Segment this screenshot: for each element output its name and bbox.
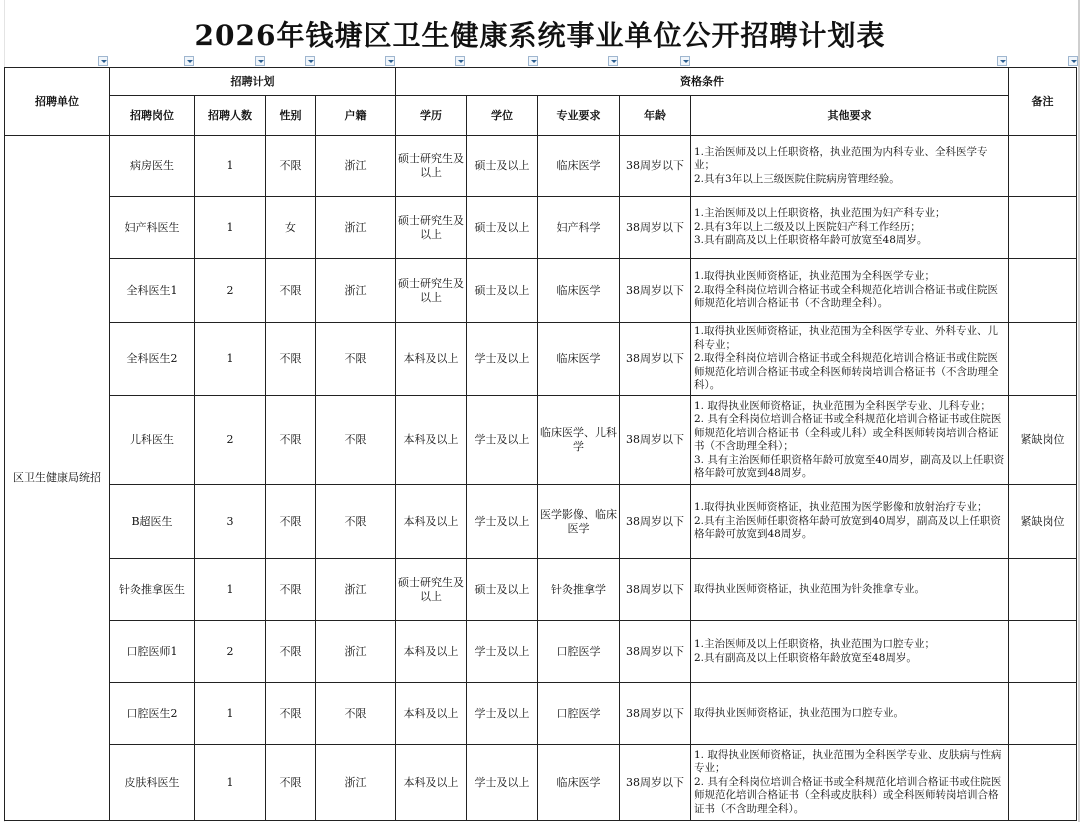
major-cell: 针灸推拿学 <box>538 559 620 621</box>
filter-dropdown-icon[interactable] <box>680 56 690 66</box>
header-count: 招聘人数 <box>195 96 266 136</box>
major-cell: 医学影像、临床医学 <box>538 485 620 559</box>
requirement-line: 1.主治医师及以上任职资格，执业范围为内科专业、全科医学专业； <box>694 145 988 172</box>
remark-cell <box>1009 136 1077 197</box>
remark-cell <box>1009 621 1077 683</box>
remark-cell <box>1009 683 1077 745</box>
degree-cell: 硕士及以上 <box>467 136 538 197</box>
header-row-1 <box>5 68 1077 96</box>
gender-cell: 不限 <box>266 621 316 683</box>
age-cell: 38周岁以下 <box>620 683 691 745</box>
header-education: 学历 <box>396 96 467 136</box>
position-cell: B超医生 <box>110 485 195 559</box>
requirement-line: 2.具有3年以上三级医院住院病房管理经验。 <box>694 172 900 185</box>
position-cell: 妇产科医生 <box>110 197 195 259</box>
education-cell: 本科及以上 <box>396 396 467 485</box>
major-cell: 妇产科学 <box>538 197 620 259</box>
degree-cell: 学士及以上 <box>467 396 538 485</box>
age-cell: 38周岁以下 <box>620 323 691 396</box>
header-plan: 招聘计划 <box>110 68 396 96</box>
table-row <box>5 683 1077 745</box>
requirement-line: 取得执业医师资格证，执业范围为针灸推拿专业。 <box>694 582 925 595</box>
position-cell: 口腔医师1 <box>110 621 195 683</box>
gender-cell: 不限 <box>266 323 316 396</box>
gender-cell: 不限 <box>266 136 316 197</box>
age-cell: 38周岁以下 <box>620 197 691 259</box>
requirement-line: 2.具有副高及以上任职资格年龄放宽至48周岁。 <box>694 651 917 664</box>
major-cell: 口腔医学 <box>538 683 620 745</box>
table-row <box>5 485 1077 559</box>
remark-cell <box>1009 259 1077 323</box>
position-cell: 儿科医生 <box>110 396 195 485</box>
count-cell: 1 <box>195 136 266 197</box>
gender-cell: 不限 <box>266 396 316 485</box>
requirement-line: 2.取得全科岗位培训合格证书或全科规范化培训合格证书或住院医师规范化培训合格证书或全科医师转岗培训合格证书（不含助理全科）。 <box>694 352 999 392</box>
hukou-cell: 浙江 <box>316 259 396 323</box>
education-cell: 本科及以上 <box>396 485 467 559</box>
requirement-line: 2. 具有全科岗位培训合格证书或全科规范化培训合格证书或住院医师规范化培训合格证书（全科或皮肤科）或全科医师转岗培训合格证书（不含助理全科）。 <box>694 775 1002 815</box>
filter-dropdown-icon[interactable] <box>255 56 265 66</box>
degree-cell: 硕士及以上 <box>467 559 538 621</box>
header-major: 专业要求 <box>538 96 620 136</box>
other-requirements-cell <box>691 136 1009 197</box>
hukou-cell: 不限 <box>316 485 396 559</box>
filter-dropdown-icon[interactable] <box>98 56 108 66</box>
degree-cell: 学士及以上 <box>467 485 538 559</box>
requirement-line: 取得执业医师资格证，执业范围为口腔专业。 <box>694 706 904 719</box>
remark-cell <box>1009 197 1077 259</box>
hukou-cell: 不限 <box>316 683 396 745</box>
age-cell: 38周岁以下 <box>620 396 691 485</box>
count-cell: 1 <box>195 197 266 259</box>
gender-cell: 女 <box>266 197 316 259</box>
education-cell: 本科及以上 <box>396 621 467 683</box>
age-cell: 38周岁以下 <box>620 136 691 197</box>
count-cell: 2 <box>195 621 266 683</box>
position-cell: 口腔医生2 <box>110 683 195 745</box>
other-requirements-cell <box>691 683 1009 745</box>
remark-cell <box>1009 745 1077 821</box>
page-title: 2026年钱塘区卫生健康系统事业单位公开招聘计划表 <box>194 19 886 52</box>
requirement-line: 1.取得执业医师资格证，执业范围为全科医学专业、外科专业、儿科专业； <box>694 325 999 351</box>
requirement-line: 3. 具有主治医师任职资格年龄可放宽至40周岁，副高及以上任职资格年龄可放宽到48周岁。 <box>694 453 1005 479</box>
header-qualification: 资格条件 <box>396 68 1009 96</box>
hukou-cell: 浙江 <box>316 197 396 259</box>
degree-cell: 学士及以上 <box>467 745 538 821</box>
requirement-line: 2. 具有全科岗位培训合格证书或全科规范化培训合格证书或住院医师规范化培训合格证书（全科或儿科）或全科医师转岗培训合格证书（不含助理全科）； <box>694 413 1002 452</box>
hukou-cell: 浙江 <box>316 745 396 821</box>
position-cell: 针灸推拿医生 <box>110 559 195 621</box>
other-requirements-cell <box>691 745 1009 821</box>
age-cell: 38周岁以下 <box>620 621 691 683</box>
filter-dropdown-icon[interactable] <box>184 56 194 66</box>
position-cell: 皮肤科医生 <box>110 745 195 821</box>
filter-dropdown-icon[interactable] <box>455 56 465 66</box>
degree-cell: 学士及以上 <box>467 323 538 396</box>
major-cell: 临床医学、儿科学 <box>538 396 620 485</box>
requirement-line: 2.具有主治医师任职资格年龄可放宽到40周岁，副高及以上任职资格年龄可放宽到48周岁。 <box>694 514 1001 541</box>
education-cell: 硕士研究生及以上 <box>396 559 467 621</box>
filter-dropdown-icon[interactable] <box>997 56 1007 66</box>
count-cell: 2 <box>195 259 266 323</box>
requirement-line: 2.具有3年以上二级及以上医院妇产科工作经历； <box>694 220 921 233</box>
filter-dropdown-icon[interactable] <box>385 56 395 66</box>
degree-cell: 学士及以上 <box>467 621 538 683</box>
table-row <box>5 323 1077 396</box>
gender-cell: 不限 <box>266 259 316 323</box>
age-cell: 38周岁以下 <box>620 259 691 323</box>
count-cell: 1 <box>195 683 266 745</box>
hukou-cell: 浙江 <box>316 559 396 621</box>
count-cell: 1 <box>195 745 266 821</box>
degree-cell: 学士及以上 <box>467 683 538 745</box>
age-cell: 38周岁以下 <box>620 559 691 621</box>
header-hukou: 户籍 <box>316 96 396 136</box>
education-cell: 本科及以上 <box>396 683 467 745</box>
hukou-cell: 浙江 <box>316 621 396 683</box>
table-row <box>5 396 1077 485</box>
recruitment-table <box>4 67 1077 821</box>
table-row <box>5 559 1077 621</box>
requirement-line: 3.具有副高及以上任职资格年龄可放宽至48周岁。 <box>694 234 928 247</box>
header-unit: 招聘单位 <box>5 68 110 136</box>
gender-cell: 不限 <box>266 559 316 621</box>
table-row <box>5 197 1077 259</box>
filter-dropdown-icon[interactable] <box>305 56 315 66</box>
table-row <box>5 136 1077 197</box>
requirement-line: 1.主治医师及以上任职资格，执业范围为妇产科专业； <box>694 207 946 220</box>
hukou-cell: 浙江 <box>316 136 396 197</box>
hukou-cell: 不限 <box>316 396 396 485</box>
major-cell: 临床医学 <box>538 259 620 323</box>
other-requirements-cell <box>691 323 1009 396</box>
header-remark: 备注 <box>1009 68 1077 136</box>
table-row <box>5 621 1077 683</box>
remark-cell <box>1009 323 1077 396</box>
major-cell: 口腔医学 <box>538 621 620 683</box>
education-cell: 本科及以上 <box>396 323 467 396</box>
education-cell: 硕士研究生及以上 <box>396 136 467 197</box>
gender-cell: 不限 <box>266 745 316 821</box>
other-requirements-cell <box>691 485 1009 559</box>
filter-dropdown-icon[interactable] <box>528 56 538 66</box>
table-row <box>5 745 1077 821</box>
other-requirements-cell <box>691 621 1009 683</box>
requirement-line: 1.取得执业医师资格证，执业范围为全科医学专业； <box>694 270 936 283</box>
other-requirements-cell <box>691 559 1009 621</box>
gender-cell: 不限 <box>266 683 316 745</box>
header-other: 其他要求 <box>691 96 1009 136</box>
filter-dropdown-icon[interactable] <box>1068 56 1078 66</box>
count-cell: 1 <box>195 559 266 621</box>
degree-cell: 硕士及以上 <box>467 197 538 259</box>
table-row <box>5 259 1077 323</box>
header-age: 年龄 <box>620 96 691 136</box>
position-cell: 全科医生1 <box>110 259 195 323</box>
gender-cell: 不限 <box>266 485 316 559</box>
major-cell: 临床医学 <box>538 745 620 821</box>
age-cell: 38周岁以下 <box>620 745 691 821</box>
other-requirements-cell <box>691 396 1009 485</box>
filter-dropdown-icon[interactable] <box>608 56 618 66</box>
requirement-line: 2.取得全科岗位培训合格证书或全科规范化培训合格证书或住院医师规范化培训合格证书（不含助理全科）。 <box>694 283 999 310</box>
major-cell: 临床医学 <box>538 323 620 396</box>
header-degree: 学位 <box>467 96 538 136</box>
header-row-2 <box>5 96 1077 136</box>
other-requirements-cell <box>691 197 1009 259</box>
unit-name-cell: 区卫生健康局统招 <box>5 136 110 821</box>
education-cell: 硕士研究生及以上 <box>396 197 467 259</box>
requirement-line: 1.取得执业医师资格证，执业范围为医学影像和放射治疗专业； <box>694 501 988 514</box>
degree-cell: 硕士及以上 <box>467 259 538 323</box>
major-cell: 临床医学 <box>538 136 620 197</box>
count-cell: 2 <box>195 396 266 485</box>
education-cell: 本科及以上 <box>396 745 467 821</box>
position-cell: 病房医生 <box>110 136 195 197</box>
requirement-line: 1. 取得执业医师资格证，执业范围为全科医学专业、儿科专业； <box>694 399 991 412</box>
header-position: 招聘岗位 <box>110 96 195 136</box>
requirement-line: 1.主治医师及以上任职资格，执业范围为口腔专业； <box>694 638 936 650</box>
hukou-cell: 不限 <box>316 323 396 396</box>
position-cell: 全科医生2 <box>110 323 195 396</box>
requirement-line: 1. 取得执业医师资格证，执业范围为全科医学专业、皮肤病与性病专业； <box>694 748 1002 775</box>
education-cell: 硕士研究生及以上 <box>396 259 467 323</box>
remark-cell: 紧缺岗位 <box>1009 485 1077 559</box>
header-gender: 性别 <box>266 96 316 136</box>
remark-cell <box>1009 559 1077 621</box>
count-cell: 3 <box>195 485 266 559</box>
age-cell: 38周岁以下 <box>620 485 691 559</box>
remark-cell: 紧缺岗位 <box>1009 396 1077 485</box>
other-requirements-cell <box>691 259 1009 323</box>
count-cell: 1 <box>195 323 266 396</box>
